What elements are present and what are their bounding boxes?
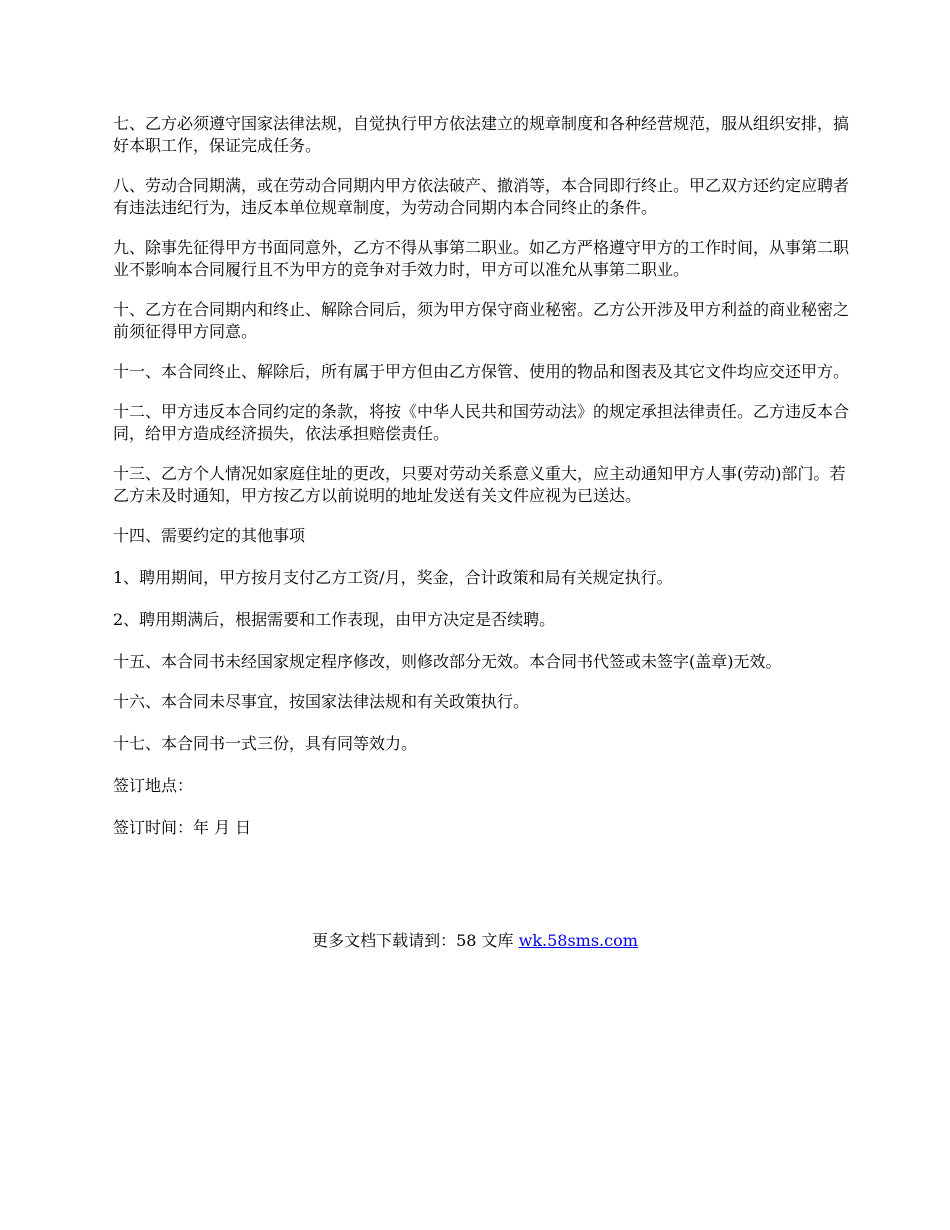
clause-15: 十五、本合同书未经国家规定程序修改，则修改部分无效。本合同书代签或未签字(盖章)无效。	[113, 652, 782, 671]
clause-14-item-2: 2、聘用期满后，根据需要和工作表现，由甲方决定是否续聘。	[113, 610, 556, 629]
clause-17: 十七、本合同书一式三份，具有同等效力。	[113, 734, 418, 753]
signing-place: 签订地点：	[113, 776, 194, 795]
clause-7: 七、乙方必须遵守国家法律法规，自觉执行甲方依法建立的规章制度和各种经营规范，服从组织安排，搞好本职工作，保证完成任务。	[113, 114, 850, 155]
clause-16: 十六、本合同未尽事宜，按国家法律法规和有关政策执行。	[113, 692, 530, 711]
footer	[0, 930, 950, 952]
clause-10: 十、乙方在合同期内和终止、解除合同后，须为甲方保守商业秘密。乙方公开涉及甲方利益的商业秘密之前须征得甲方同意。	[113, 300, 850, 341]
clause-11: 十一、本合同终止、解除后，所有属于甲方但由乙方保管、使用的物品和图表及其它文件均应交还甲方。	[113, 362, 850, 381]
document-body	[113, 113, 853, 859]
clause-12: 十二、甲方违反本合同约定的条款，将按《中华人民共和国劳动法》的规定承担法律责任。乙方违反本合同，给甲方造成经济损失，依法承担赔偿责任。	[113, 402, 850, 443]
clause-9: 九、除事先征得甲方书面同意外，乙方不得从事第二职业。如乙方严格遵守甲方的工作时间，从事第二职业不影响本合同履行且不为甲方的竞争对手效力时，甲方可以准允从事第二职业。	[113, 238, 850, 279]
footer-link[interactable]: wk.58sms.com	[518, 931, 638, 950]
clause-14-item-1: 1、聘用期间，甲方按月支付乙方工资/月，奖金，合计政策和局有关规定执行。	[113, 568, 673, 587]
footer-text: 更多文档下载请到：58 文库	[312, 931, 519, 950]
clause-14-heading: 十四、需要约定的其他事项	[113, 526, 306, 545]
clause-13: 十三、乙方个人情况如家庭住址的更改，只要对劳动关系意义重大，应主动通知甲方人事(劳动)部门。若乙方未及时通知，甲方按乙方以前说明的地址发送有关文件应视为已送达。	[113, 464, 846, 505]
signing-date: 签订时间：年 月 日	[113, 818, 252, 837]
clause-8: 八、劳动合同期满，或在劳动合同期内甲方依法破产、撤消等，本合同即行终止。甲乙双方还约定应聘者有违法违纪行为，违反本单位规章制度，为劳动合同期内本合同终止的条件。	[113, 176, 850, 217]
